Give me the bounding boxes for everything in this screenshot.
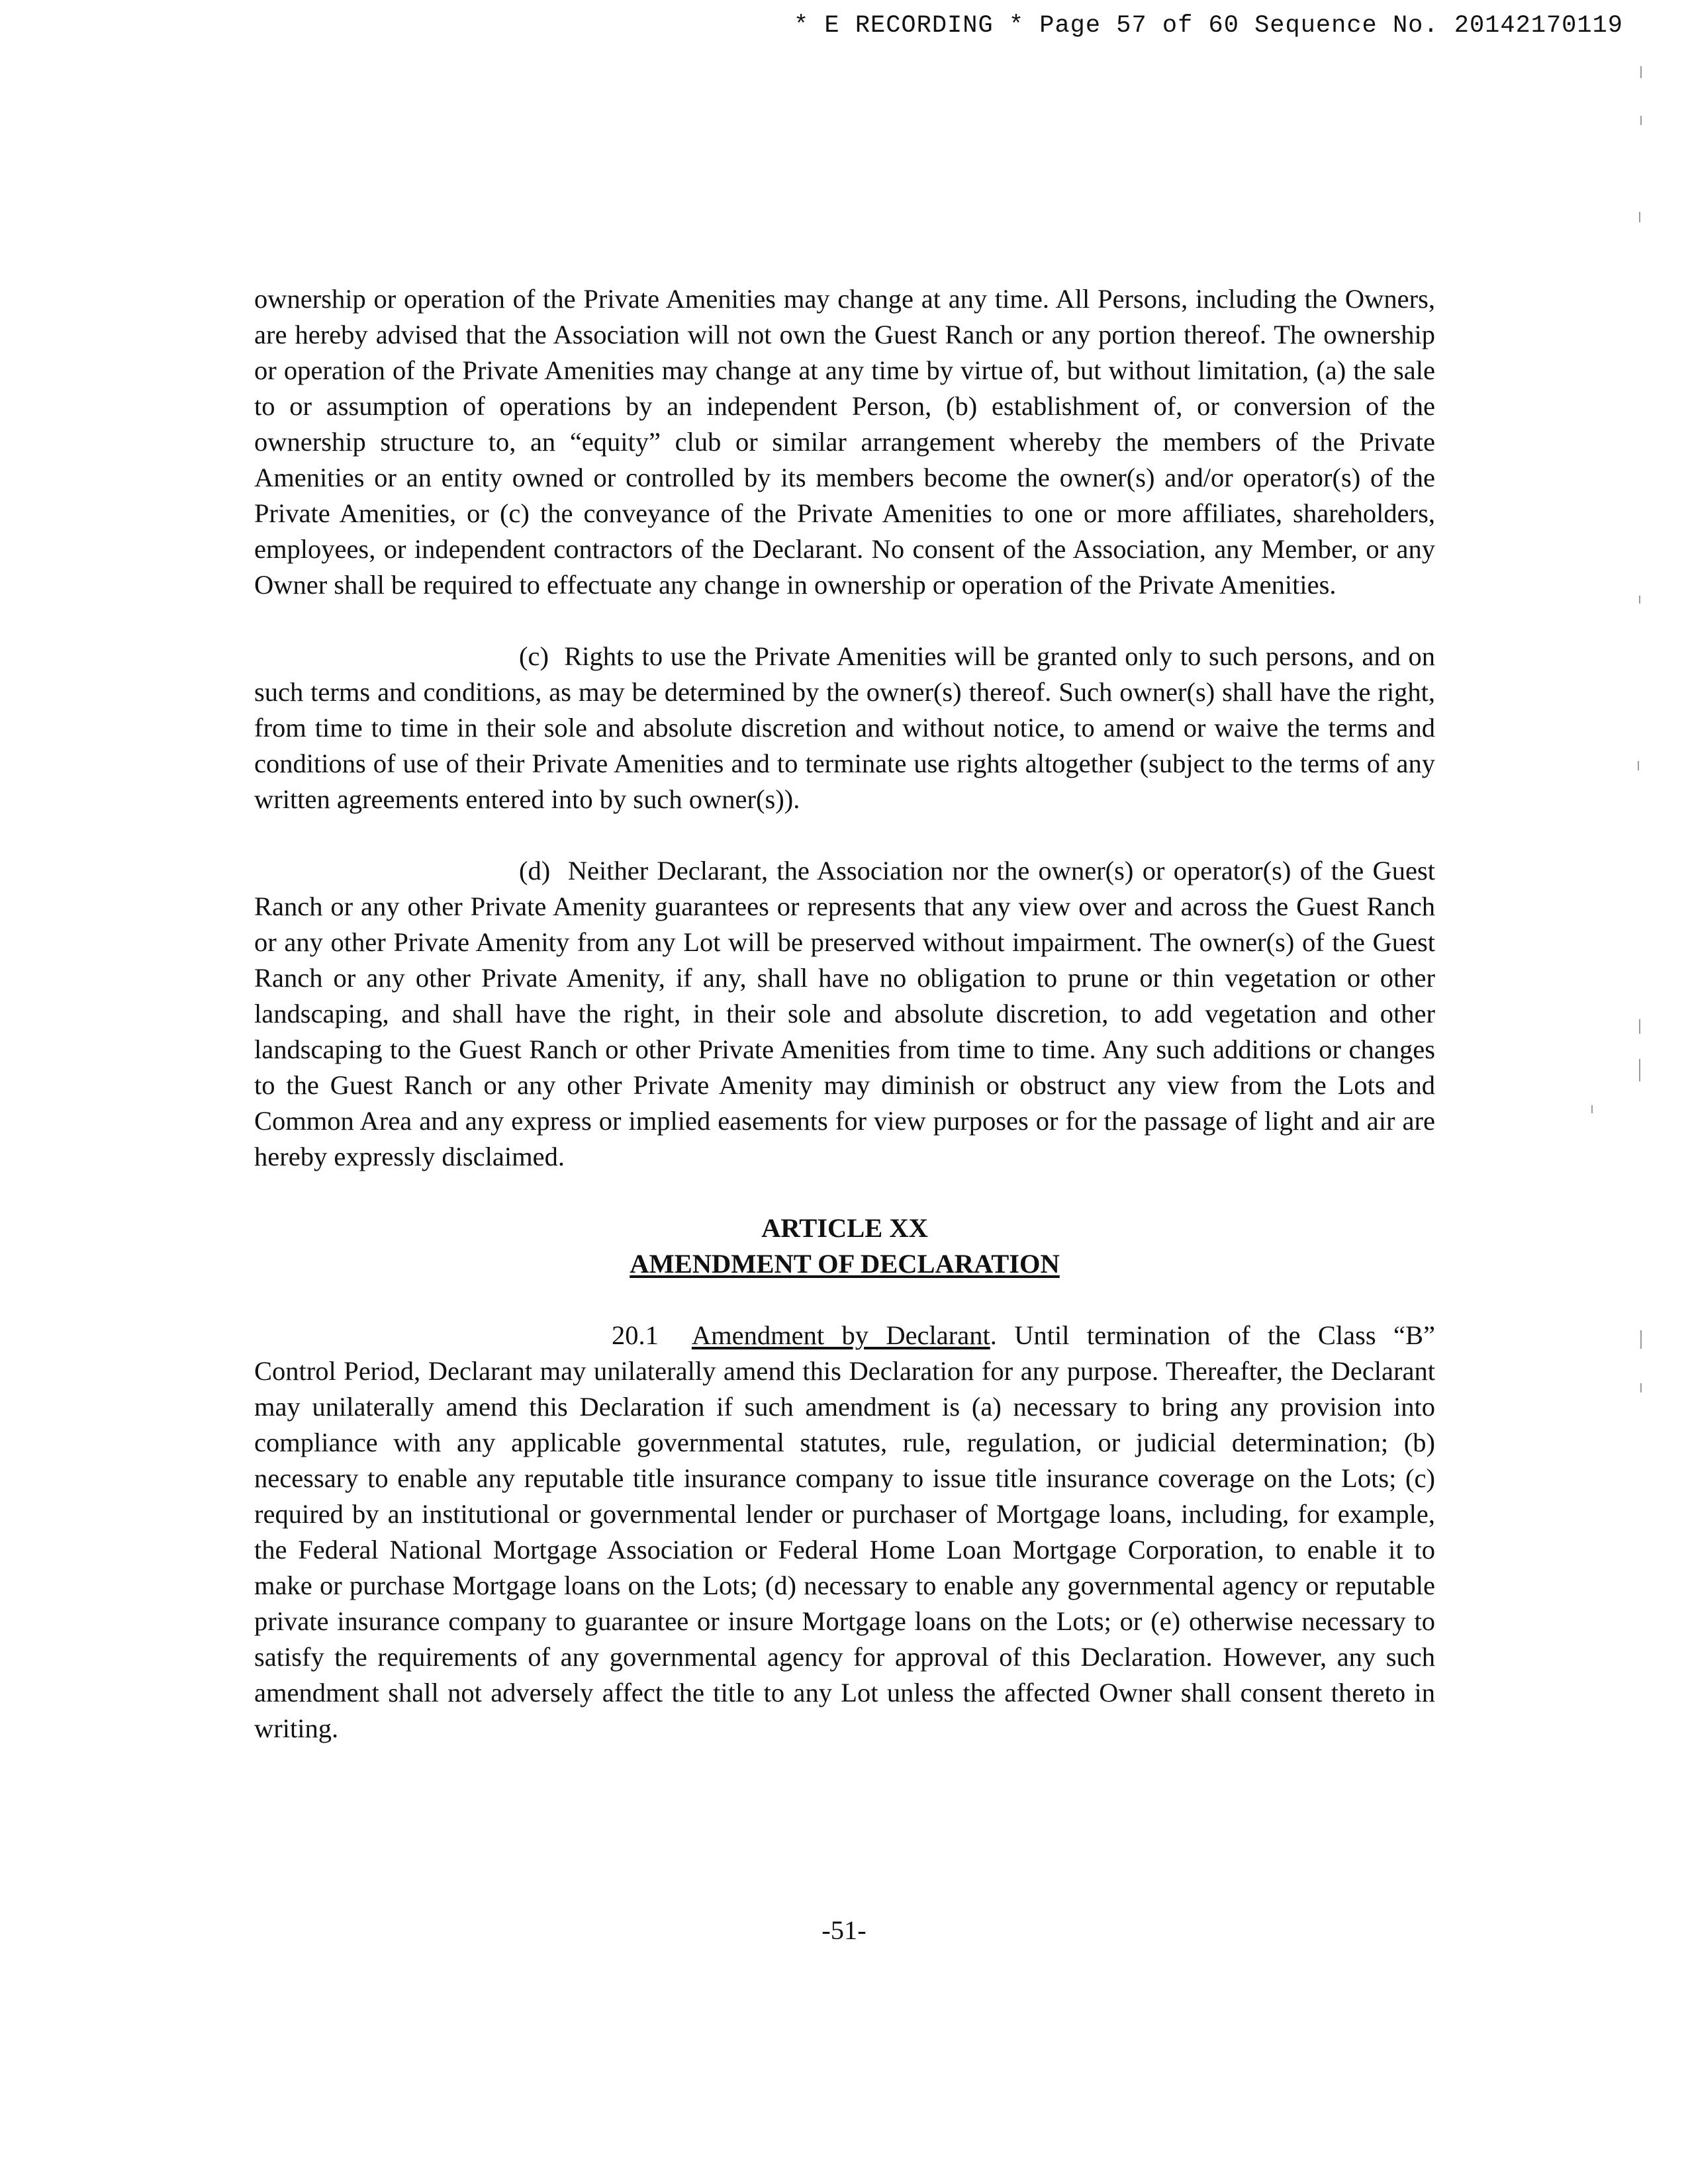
scan-edge-mark	[1639, 1019, 1640, 1034]
scan-edge-mark	[1639, 1059, 1640, 1081]
scan-edge-mark	[1638, 761, 1639, 770]
scan-edge-mark	[1640, 66, 1642, 78]
scan-edge-mark	[1639, 596, 1640, 604]
paragraph-continued: ownership or operation of the Private Amenities may change at any time. All Persons, including the Owners, are hereby advised that the Association will not own the Guest Ranch or any portion thereof. The ownership or operation of the Private Amenities may change at any time by virtue of, but without limitation, (a) the sale to or assumption of operations by an independent Person, (b) establishment of, or conversion of the ownership structure to, an “equity” club or similar arrangement whereby the members of the Private Amenities or an entity owned or controlled by its members become the owner(s) and/or operator(s) of the Private Amenities, or (c) the conveyance of the Private Amenities to one or more affiliates, shareholders, employees, or independent contractors of the Declarant. No consent of the Association, any Member, or any Owner shall be required to effectuate any change in ownership or operation of the Private Amenities.	[254, 284, 1435, 600]
paragraph-d: (d) Neither Declarant, the Association nor the owner(s) or operator(s) of the Guest Ranch or any other Private Amenity guarantees or represents that any view over and across the Guest Ranch or any other Private Amenity from any Lot will be preserved without impairment. The owner(s) of the Guest Ranch or any other Private Amenity, if any, shall have no obligation to prune or thin vegetation or other landscaping, and shall have the right, in their sole and absolute discretion, to add vegetation and other landscaping to the Guest Ranch or other Private Amenities from time to time. Any such additions or changes to the Guest Ranch or any other Private Amenity may diminish or obstruct any view from the Lots and Common Area and any express or implied easements for view purposes or for the passage of light and air are hereby expressly disclaimed.	[254, 856, 1435, 1171]
paragraph-c: (c) Rights to use the Private Amenities will be granted only to such persons, and on such terms and conditions, as may be determined by the owner(s) thereof. Such owner(s) shall have the right, from time to time in their sole and absolute discretion and without notice, to amend or waive the terms and conditions of use of their Private Amenities and to terminate use rights altogether (subject to the terms of any written agreements entered into by such owner(s)).	[254, 641, 1435, 814]
section-20-1	[254, 1318, 1435, 1747]
scan-edge-mark	[1640, 1330, 1642, 1349]
section-title: Amendment by Declarant	[691, 1320, 990, 1350]
document-body	[254, 281, 1435, 1747]
scan-edge-mark	[1591, 1105, 1593, 1113]
recording-stamp: * E RECORDING * Page 57 of 60 Sequence No. 20142170119	[794, 12, 1623, 40]
section-number: 20.1	[612, 1320, 659, 1350]
page-number: -51-	[821, 1915, 867, 1945]
article-header	[254, 1210, 1435, 1282]
scan-edge-mark	[1639, 212, 1640, 222]
scan-edge-mark	[1640, 1383, 1642, 1392]
article-number: ARTICLE XX	[761, 1213, 928, 1243]
scan-edge-mark	[1640, 116, 1642, 125]
section-text: . Until termination of the Class “B” Control Period, Declarant may unilaterally amend this Declaration for any purpose. Thereafter, the Declarant may unilaterally amend this Declaration if such amendment is (a) necessary to bring any provision into compliance with any applicable governmental statutes, rule, regulation, or judicial determination; (b) necessary to enable any reputable title insurance company to issue title insurance coverage on the Lots; (c) required by an institutional or governmental lender or purchaser of Mortgage loans, including, for example, the Federal National Mortgage Association or Federal Home Loan Mortgage Corporation, to enable it to make or purchase Mortgage loans on the Lots; (d) necessary to enable any governmental agency or reputable private insurance company to guarantee or insure Mortgage loans on the Lots; or (e) otherwise necessary to satisfy the requirements of any governmental agency for approval of this Declaration. However, any such amendment shall not adversely affect the title to any Lot unless the affected Owner shall consent thereto in writing.	[254, 1320, 1435, 1743]
article-heading: AMENDMENT OF DECLARATION	[630, 1249, 1060, 1279]
